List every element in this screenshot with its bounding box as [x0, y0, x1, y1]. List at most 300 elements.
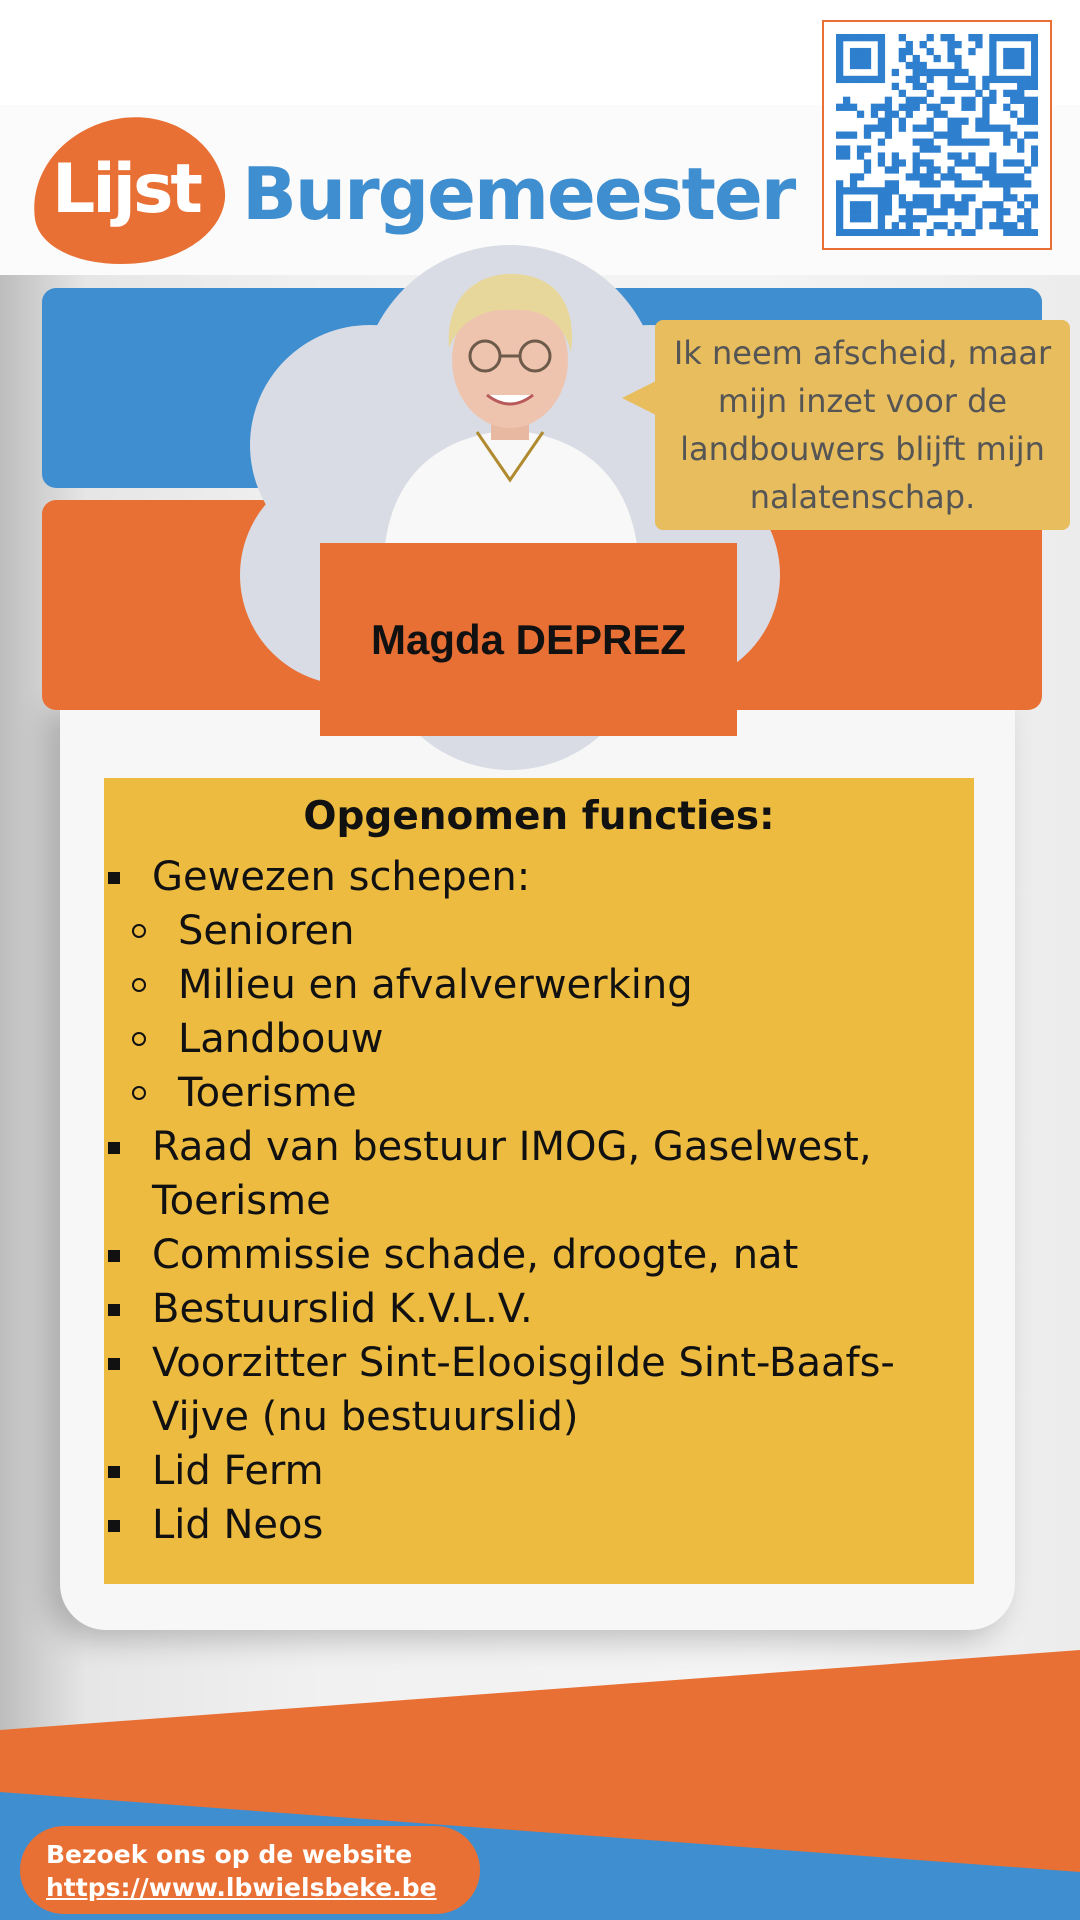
- qr-module: [1017, 34, 1024, 41]
- qr-module: [1003, 90, 1010, 97]
- qr-module: [913, 152, 920, 159]
- qr-module: [996, 215, 1003, 222]
- qr-module: [947, 229, 954, 236]
- qr-module: [940, 222, 947, 229]
- qr-module: [954, 125, 961, 132]
- qr-module: [892, 152, 899, 159]
- qr-module: [1003, 229, 1010, 236]
- qr-module: [1003, 104, 1010, 111]
- qr-module: [920, 62, 927, 69]
- qr-module: [1003, 34, 1010, 41]
- qr-module: [892, 180, 899, 187]
- qr-module: [885, 118, 892, 125]
- qr-module: [843, 76, 850, 83]
- qr-module: [878, 34, 885, 41]
- qr-module: [913, 173, 920, 180]
- qr-module: [989, 34, 996, 41]
- qr-module: [864, 34, 871, 41]
- qr-module: [947, 69, 954, 76]
- qr-module: [1031, 62, 1038, 69]
- qr-module: [1010, 34, 1017, 41]
- qr-module: [996, 34, 1003, 41]
- qr-module: [927, 201, 934, 208]
- qr-module: [920, 201, 927, 208]
- qr-module: [1010, 194, 1017, 201]
- qr-module: [878, 201, 885, 208]
- qr-module: [920, 215, 927, 222]
- qr-module: [1003, 138, 1010, 145]
- qr-module: [920, 125, 927, 132]
- qr-module: [1017, 215, 1024, 222]
- qr-module: [940, 111, 947, 118]
- qr-module: [906, 76, 913, 83]
- qr-module: [906, 222, 913, 229]
- qr-module: [1024, 180, 1031, 187]
- sub-list-item: Milieu en afvalverwerking: [104, 958, 974, 1012]
- qr-module: [920, 145, 927, 152]
- qr-module: [857, 152, 864, 159]
- qr-module: [836, 201, 843, 208]
- list-item: Lid Neos: [104, 1498, 974, 1552]
- qr-module: [864, 208, 871, 215]
- qr-module: [940, 69, 947, 76]
- qr-module: [947, 138, 954, 145]
- qr-module: [1017, 83, 1024, 90]
- qr-module: [850, 62, 857, 69]
- qr-module: [864, 48, 871, 55]
- qr-module: [1024, 83, 1031, 90]
- qr-module: [1024, 229, 1031, 236]
- qr-module: [878, 125, 885, 132]
- qr-module: [1010, 180, 1017, 187]
- qr-module: [906, 48, 913, 55]
- qr-module: [850, 208, 857, 215]
- qr-module: [899, 118, 906, 125]
- list-item: Commissie schade, droogte, nat: [104, 1228, 974, 1282]
- qr-module: [968, 152, 975, 159]
- qr-module: [989, 90, 996, 97]
- qr-module: [982, 173, 989, 180]
- qr-module: [927, 138, 934, 145]
- qr-module: [864, 201, 871, 208]
- qr-module: [989, 180, 996, 187]
- qr-module: [899, 48, 906, 55]
- qr-module: [892, 111, 899, 118]
- qr-module: [885, 208, 892, 215]
- qr-module: [836, 222, 843, 229]
- qr-module: [982, 104, 989, 111]
- qr-module: [989, 159, 996, 166]
- qr-module: [920, 69, 927, 76]
- qr-module: [864, 145, 871, 152]
- qr-module: [1003, 159, 1010, 166]
- qr-module: [961, 159, 968, 166]
- website-link[interactable]: https://www.lbwielsbeke.be: [46, 1873, 437, 1902]
- qr-module: [878, 138, 885, 145]
- qr-module: [843, 97, 850, 104]
- qr-module: [1031, 34, 1038, 41]
- qr-module: [899, 159, 906, 166]
- qr-module: [1031, 76, 1038, 83]
- qr-module: [934, 55, 941, 62]
- qr-module: [850, 132, 857, 139]
- qr-module: [961, 118, 968, 125]
- qr-module: [975, 208, 982, 215]
- person-name: Magda DEPREZ: [370, 615, 687, 663]
- qr-module: [878, 215, 885, 222]
- qr-module: [878, 194, 885, 201]
- qr-module: [843, 187, 850, 194]
- qr-module: [940, 194, 947, 201]
- qr-module: [836, 208, 843, 215]
- qr-module: [857, 48, 864, 55]
- qr-module: [864, 132, 871, 139]
- brand-name: Burgemeester: [242, 152, 795, 236]
- qr-module: [885, 194, 892, 201]
- qr-module: [906, 62, 913, 69]
- qr-module: [1010, 97, 1017, 104]
- quote-text: Ik neem afscheid, maar mijn inzet voor de landbouwers blijft mijn nalatenschap.: [673, 334, 1052, 516]
- qr-module: [857, 76, 864, 83]
- qr-module: [906, 229, 913, 236]
- qr-module: [934, 180, 941, 187]
- logo-word: Lijst: [52, 150, 200, 229]
- qr-module: [920, 83, 927, 90]
- qr-module: [947, 166, 954, 173]
- qr-module: [968, 48, 975, 55]
- qr-module: [1031, 194, 1038, 201]
- qr-module: [913, 69, 920, 76]
- qr-module: [968, 159, 975, 166]
- qr-module: [892, 229, 899, 236]
- qr-module: [885, 187, 892, 194]
- qr-module: [899, 194, 906, 201]
- qr-module: [906, 201, 913, 208]
- qr-module: [1024, 118, 1031, 125]
- qr-module: [913, 138, 920, 145]
- qr-module: [899, 90, 906, 97]
- qr-module: [885, 111, 892, 118]
- qr-module: [892, 69, 899, 76]
- functions-list: [104, 850, 974, 1552]
- qr-module: [1031, 104, 1038, 111]
- qr-module: [989, 201, 996, 208]
- qr-module: [885, 166, 892, 173]
- qr-module: [836, 48, 843, 55]
- qr-module: [989, 41, 996, 48]
- qr-module: [947, 118, 954, 125]
- qr-module: [982, 83, 989, 90]
- qr-module: [975, 41, 982, 48]
- qr-module: [906, 173, 913, 180]
- qr-module: [836, 132, 843, 139]
- qr-module: [940, 97, 947, 104]
- qr-module: [864, 229, 871, 236]
- qr-module: [927, 34, 934, 41]
- qr-module: [1031, 41, 1038, 48]
- qr-module: [927, 194, 934, 201]
- qr-module: [968, 180, 975, 187]
- qr-module: [975, 90, 982, 97]
- qr-module: [1003, 76, 1010, 83]
- functions-panel: [104, 778, 974, 1584]
- qr-module: [878, 229, 885, 236]
- qr-module: [885, 201, 892, 208]
- qr-module: [1017, 90, 1024, 97]
- qr-module: [871, 104, 878, 111]
- qr-module: [836, 34, 843, 41]
- qr-module: [1010, 159, 1017, 166]
- qr-module: [850, 201, 857, 208]
- qr-module: [934, 145, 941, 152]
- qr-module: [1003, 48, 1010, 55]
- qr-module: [843, 34, 850, 41]
- qr-module: [871, 111, 878, 118]
- qr-module: [885, 104, 892, 111]
- qr-module: [961, 138, 968, 145]
- qr-module: [968, 34, 975, 41]
- qr-module: [878, 41, 885, 48]
- qr-module: [954, 55, 961, 62]
- qr-module: [1003, 187, 1010, 194]
- qr-module: [1003, 208, 1010, 215]
- qr-module: [913, 159, 920, 166]
- qr-module: [1017, 62, 1024, 69]
- qr-module: [954, 138, 961, 145]
- qr-module: [857, 229, 864, 236]
- qr-module: [913, 104, 920, 111]
- qr-module: [864, 55, 871, 62]
- qr-module: [836, 229, 843, 236]
- qr-module: [947, 97, 954, 104]
- qr-module: [1024, 34, 1031, 41]
- qr-module: [934, 166, 941, 173]
- qr-module: [989, 48, 996, 55]
- qr-module: [996, 222, 1003, 229]
- qr-module: [892, 166, 899, 173]
- qr-module: [927, 125, 934, 132]
- qr-module: [913, 55, 920, 62]
- qr-module: [843, 132, 850, 139]
- qr-module: [1031, 118, 1038, 125]
- qr-module: [947, 173, 954, 180]
- qr-module: [892, 83, 899, 90]
- qr-module: [864, 187, 871, 194]
- qr-module: [961, 180, 968, 187]
- qr-module: [920, 159, 927, 166]
- qr-module: [913, 229, 920, 236]
- qr-module: [871, 34, 878, 41]
- qr-module: [836, 180, 843, 187]
- qr-module: [940, 34, 947, 41]
- qr-module: [927, 90, 934, 97]
- qr-module: [947, 125, 954, 132]
- qr-module: [982, 166, 989, 173]
- qr-module: [843, 104, 850, 111]
- qr-code-icon[interactable]: [822, 20, 1052, 250]
- qr-module: [954, 132, 961, 139]
- qr-module: [989, 173, 996, 180]
- qr-module: [864, 215, 871, 222]
- qr-module: [954, 152, 961, 159]
- qr-module: [885, 97, 892, 104]
- qr-module: [1010, 76, 1017, 83]
- qr-module: [913, 166, 920, 173]
- qr-module: [947, 194, 954, 201]
- qr-module: [968, 76, 975, 83]
- qr-module: [892, 222, 899, 229]
- qr-module: [934, 132, 941, 139]
- qr-module: [836, 41, 843, 48]
- qr-module: [1010, 132, 1017, 139]
- qr-module: [864, 166, 871, 173]
- qr-module: [947, 132, 954, 139]
- qr-module: [1024, 166, 1031, 173]
- qr-module: [927, 159, 934, 166]
- qr-module: [954, 62, 961, 69]
- qr-module: [878, 62, 885, 69]
- qr-module: [1017, 138, 1024, 145]
- qr-module: [1031, 159, 1038, 166]
- qr-module: [913, 125, 920, 132]
- qr-module: [1024, 104, 1031, 111]
- qr-module: [982, 125, 989, 132]
- qr-module: [954, 222, 961, 229]
- qr-module: [885, 180, 892, 187]
- qr-module: [885, 229, 892, 236]
- qr-module: [871, 125, 878, 132]
- qr-module: [878, 118, 885, 125]
- qr-module: [899, 104, 906, 111]
- website-pill: [20, 1826, 480, 1914]
- qr-module: [975, 166, 982, 173]
- qr-module: [954, 118, 961, 125]
- qr-module: [871, 229, 878, 236]
- qr-module: [836, 194, 843, 201]
- qr-module: [947, 201, 954, 208]
- qr-module: [989, 97, 996, 104]
- qr-module: [857, 62, 864, 69]
- qr-module: [857, 208, 864, 215]
- qr-module: [857, 215, 864, 222]
- qr-module: [989, 62, 996, 69]
- qr-module: [878, 222, 885, 229]
- qr-module: [850, 173, 857, 180]
- qr-module: [836, 152, 843, 159]
- qr-module: [1010, 173, 1017, 180]
- qr-module: [947, 55, 954, 62]
- qr-module: [1024, 76, 1031, 83]
- qr-module: [927, 173, 934, 180]
- qr-module: [913, 83, 920, 90]
- qr-module: [857, 201, 864, 208]
- qr-module: [1010, 62, 1017, 69]
- qr-module: [954, 180, 961, 187]
- qr-module: [996, 208, 1003, 215]
- qr-module: [934, 208, 941, 215]
- qr-module: [954, 173, 961, 180]
- qr-module: [927, 118, 934, 125]
- qr-module: [843, 152, 850, 159]
- qr-module: [927, 104, 934, 111]
- qr-module: [989, 69, 996, 76]
- qr-module: [878, 208, 885, 215]
- qr-module: [982, 97, 989, 104]
- qr-module: [857, 55, 864, 62]
- qr-module: [920, 194, 927, 201]
- qr-module: [947, 152, 954, 159]
- qr-module: [1003, 173, 1010, 180]
- qr-module: [954, 159, 961, 166]
- qr-module: [1024, 215, 1031, 222]
- qr-module: [1031, 69, 1038, 76]
- qr-module: [1017, 180, 1024, 187]
- qr-module: [975, 118, 982, 125]
- qr-module: [968, 104, 975, 111]
- qr-module: [947, 48, 954, 55]
- qr-module: [857, 34, 864, 41]
- qr-module: [1003, 194, 1010, 201]
- qr-module: [836, 76, 843, 83]
- qr-module: [1003, 62, 1010, 69]
- qr-module: [1024, 208, 1031, 215]
- qr-module: [885, 132, 892, 139]
- qr-module: [871, 187, 878, 194]
- qr-module: [934, 222, 941, 229]
- qr-module: [940, 201, 947, 208]
- qr-module: [906, 215, 913, 222]
- qr-module: [961, 194, 968, 201]
- qr-module: [878, 48, 885, 55]
- qr-module: [857, 145, 864, 152]
- qr-module: [927, 166, 934, 173]
- qr-module: [899, 201, 906, 208]
- qr-module: [878, 159, 885, 166]
- qr-module: [982, 201, 989, 208]
- qr-module: [1003, 55, 1010, 62]
- qr-module: [1010, 48, 1017, 55]
- qr-module: [968, 97, 975, 104]
- qr-module: [961, 104, 968, 111]
- qr-module: [850, 187, 857, 194]
- qr-module: [1024, 222, 1031, 229]
- sub-list-item: Landbouw: [104, 1012, 974, 1066]
- list-item: Raad van bestuur IMOG, Gaselwest, Toerisme: [104, 1120, 974, 1228]
- qr-module: [913, 194, 920, 201]
- qr-module: [947, 41, 954, 48]
- visit-website-text: Bezoek ons op de website: [46, 1840, 413, 1869]
- qr-module: [906, 41, 913, 48]
- sub-list-item: Toerisme: [104, 1066, 974, 1120]
- qr-module: [1017, 48, 1024, 55]
- qr-module: [1031, 229, 1038, 236]
- qr-module: [927, 69, 934, 76]
- qr-module: [996, 125, 1003, 132]
- qr-module: [836, 215, 843, 222]
- qr-module: [906, 111, 913, 118]
- qr-module: [947, 83, 954, 90]
- qr-module: [996, 76, 1003, 83]
- list-item: Lid Ferm: [104, 1444, 974, 1498]
- qr-module: [913, 62, 920, 69]
- qr-module: [1031, 48, 1038, 55]
- qr-module: [927, 48, 934, 55]
- qr-module: [906, 97, 913, 104]
- list-item: Voorzitter Sint-Elooisgilde Sint-Baafs-Vijve (nu bestuurslid): [104, 1336, 974, 1444]
- qr-module: [1031, 132, 1038, 139]
- qr-module: [857, 173, 864, 180]
- qr-module: [843, 145, 850, 152]
